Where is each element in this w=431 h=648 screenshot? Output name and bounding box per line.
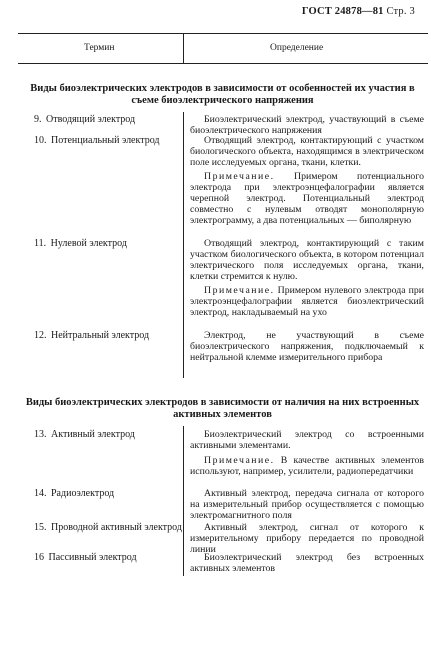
note-label: Примечание. xyxy=(204,285,275,296)
table-top-rule xyxy=(18,33,428,34)
term-row-12 xyxy=(34,330,184,341)
term-label: Нулевой электрод xyxy=(50,238,127,249)
definition-row-10 xyxy=(190,135,424,226)
definition-text: Активный электрод, сигнал от которого к измерительному прибору передается по проводной линии xyxy=(190,522,424,555)
note-label: Примечание. xyxy=(204,455,275,466)
term-label: Нейтральный электрод xyxy=(51,330,150,341)
term-number: 12. xyxy=(34,330,47,341)
definition-text: Электрод, не участвующий в съеме биоэлектрического напряжения, подключаемый к нейтральной клемме измерительного прибора xyxy=(190,330,424,363)
note-label: Примечание. xyxy=(204,171,275,182)
definition-text: Биоэлектрический электрод, участвующий в съеме биоэлектрического напряжения xyxy=(190,114,424,136)
page-number: Стр. 3 xyxy=(386,6,415,17)
definition-text: Отводящий электрод, контактирующий с таким участком биологического объекта, в котором потенциал электрического поля исследуемых органа, ткани, клетки стремится к нулю. xyxy=(190,238,424,282)
section-title-2: Виды биоэлектрических электродов в зависимости от наличия на них встроенных активных элементов xyxy=(25,397,420,420)
term-row-13 xyxy=(34,429,184,440)
header-column-divider xyxy=(183,33,184,63)
term-label: Отводящий электрод xyxy=(46,114,136,125)
term-number: 11. xyxy=(34,238,47,249)
note-text: Примером потенциального электрода при электроэнцефалографии является черепной электрод. Потенциальный электрод совместно с нулевым отводят монополярную электрограмму, а два потенциальных — биполярную xyxy=(190,171,425,226)
term-label: Пассивный электрод xyxy=(48,552,137,563)
definition-row-16 xyxy=(190,552,424,574)
term-row-15 xyxy=(34,522,182,533)
definition-column-header: Определение xyxy=(270,43,324,53)
definition-row-15 xyxy=(190,522,424,555)
term-column-header: Термин xyxy=(84,43,115,53)
term-number: 13. xyxy=(34,429,47,440)
note-text: Примером нулевого электрода при электроэнцефалографии является биоэлектрический электрод, накладываемый на ухо xyxy=(190,285,425,318)
page-header xyxy=(302,6,415,17)
term-label: Проводной активный электрод xyxy=(51,522,182,533)
definition-text: Активный электрод, передача сигнала от которого на измерительный прибор осуществляется с помощью электромагнитного поля xyxy=(190,488,424,521)
term-label: Потенциальный электрод xyxy=(51,135,160,146)
term-number: 16 xyxy=(34,552,44,563)
definition-row-9 xyxy=(190,114,424,136)
table-header-rule xyxy=(18,63,428,64)
term-label: Радиоэлектрод xyxy=(51,488,115,499)
definition-text: Отводящий электрод, контактирующий с участком биологического объекта, находящимся в электрическом поле исследуемых органа, ткани, клетки. xyxy=(190,135,424,168)
definition-row-12 xyxy=(190,330,424,363)
note-text: В качестве активных элементов используют, например, усилители, радиопередатчики xyxy=(190,455,424,477)
definition-row-13 xyxy=(190,429,424,477)
section-title-1: Виды биоэлектрических электродов в зависимости от особенностей их участия в съеме биоэлектрического напряжения xyxy=(30,83,415,106)
term-number: 15. xyxy=(34,522,47,533)
term-label: Активный электрод xyxy=(51,429,135,440)
term-row-16 xyxy=(34,552,184,563)
term-number: 9. xyxy=(34,114,42,125)
definition-note xyxy=(190,171,424,226)
definition-note xyxy=(190,285,424,318)
definition-note xyxy=(190,455,424,477)
term-number: 14. xyxy=(34,488,47,499)
term-row-9 xyxy=(34,114,184,125)
term-row-11 xyxy=(34,238,184,249)
standard-number: ГОСТ 24878—81 xyxy=(301,6,384,17)
definition-row-11 xyxy=(190,238,424,318)
definition-row-14 xyxy=(190,488,424,521)
term-number: 10. xyxy=(34,135,47,146)
definition-text: Биоэлектрический электрод без встроенных активных элементов xyxy=(190,552,424,574)
definition-text: Биоэлектрический электрод со встроенными активными элементами. xyxy=(190,429,424,451)
term-row-10 xyxy=(34,135,184,146)
term-row-14 xyxy=(34,488,184,499)
